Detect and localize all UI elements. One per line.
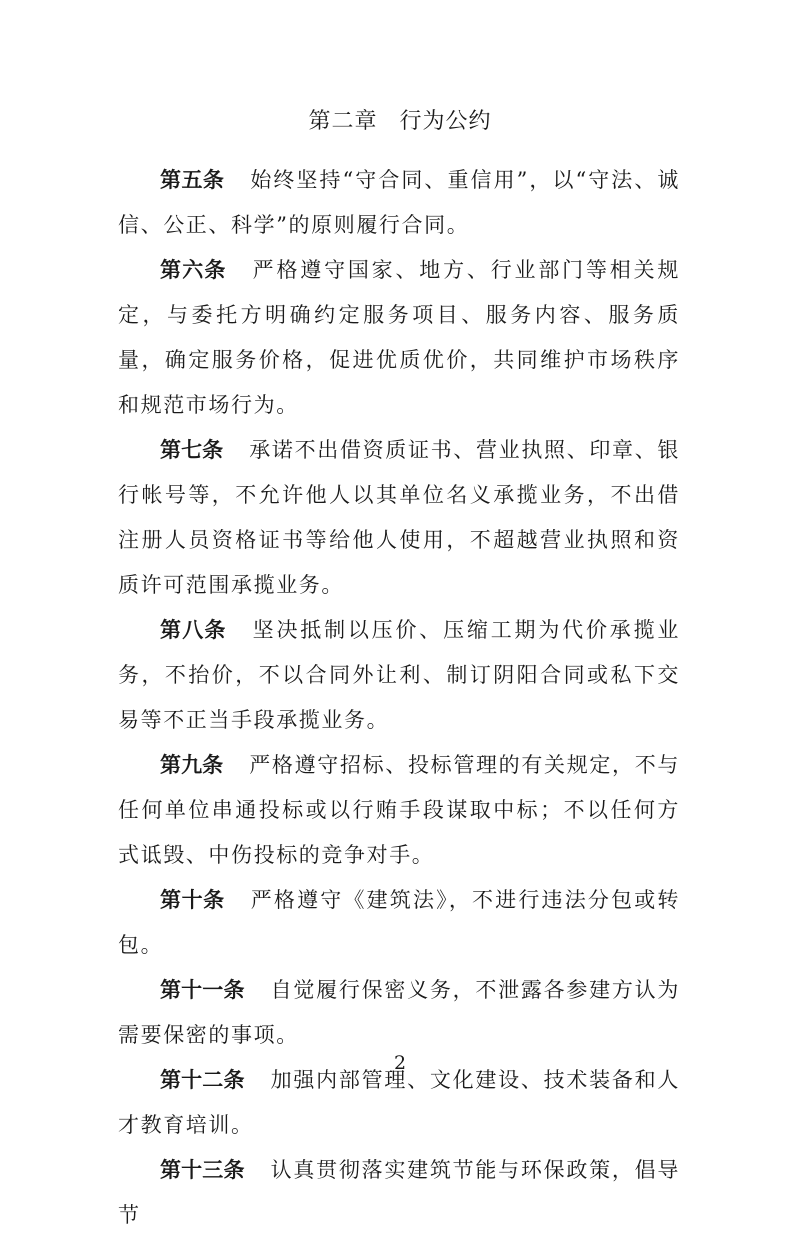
article-text: 承诺不出借资质证书、营业执照、印章、银行帐号等，不允许他人以其单位名义承揽业务，不出借注册人员资格证书等给他人使用，不超越营业执照和资质许可范围承揽业务。 (118, 438, 680, 597)
article-number: 第十三条 (160, 1158, 245, 1182)
article-text: 严格遵守国家、地方、行业部门等相关规定，与委托方明确约定服务项目、服务内容、服务质量，确定服务价格，促进优质优价，共同维护市场秩序和规范市场行为。 (118, 258, 680, 417)
article-text: 认真贯彻落实建筑节能与环保政策，倡导节 (118, 1158, 680, 1227)
chapter-heading (0, 104, 800, 135)
article-5 (118, 158, 680, 248)
article-number: 第十条 (160, 888, 225, 912)
article-number: 第十二条 (160, 1068, 245, 1092)
article-number: 第十一条 (160, 978, 245, 1002)
article-number: 第九条 (160, 753, 224, 777)
article-text: 自觉履行保密义务，不泄露各参建方认为需要保密的事项。 (118, 978, 680, 1047)
article-text: 严格遵守《建筑法》，不进行违法分包或转包。 (118, 888, 680, 957)
article-number: 第六条 (160, 258, 227, 282)
article-text: 加强内部管理、文化建设、技术装备和人才教育培训。 (118, 1068, 680, 1137)
article-number: 第七条 (160, 438, 224, 462)
chapter-number: 第二章 (308, 109, 378, 134)
article-text: 严格遵守招标、投标管理的有关规定，不与任何单位串通投标或以行贿手段谋取中标；不以任何方式诋毁、中伤投标的竞争对手。 (118, 753, 680, 867)
article-number: 第五条 (160, 168, 225, 192)
article-11 (118, 968, 680, 1058)
page-number: 2 (393, 1052, 407, 1074)
article-8 (118, 608, 680, 743)
articles-body (118, 158, 680, 1238)
article-text: 始终坚持“守合同、重信用”，以“守法、诚信、公正、科学”的原则履行合同。 (118, 168, 680, 237)
article-number: 第八条 (160, 618, 227, 642)
article-13 (118, 1148, 680, 1238)
article-10 (118, 878, 680, 968)
article-9 (118, 743, 680, 878)
article-6 (118, 248, 680, 428)
chapter-title: 行为公约 (399, 109, 492, 134)
article-text: 坚决抵制以压价、压缩工期为代价承揽业务，不抬价，不以合同外让利、制订阴阳合同或私下交易等不正当手段承揽业务。 (118, 618, 680, 732)
article-7 (118, 428, 680, 608)
